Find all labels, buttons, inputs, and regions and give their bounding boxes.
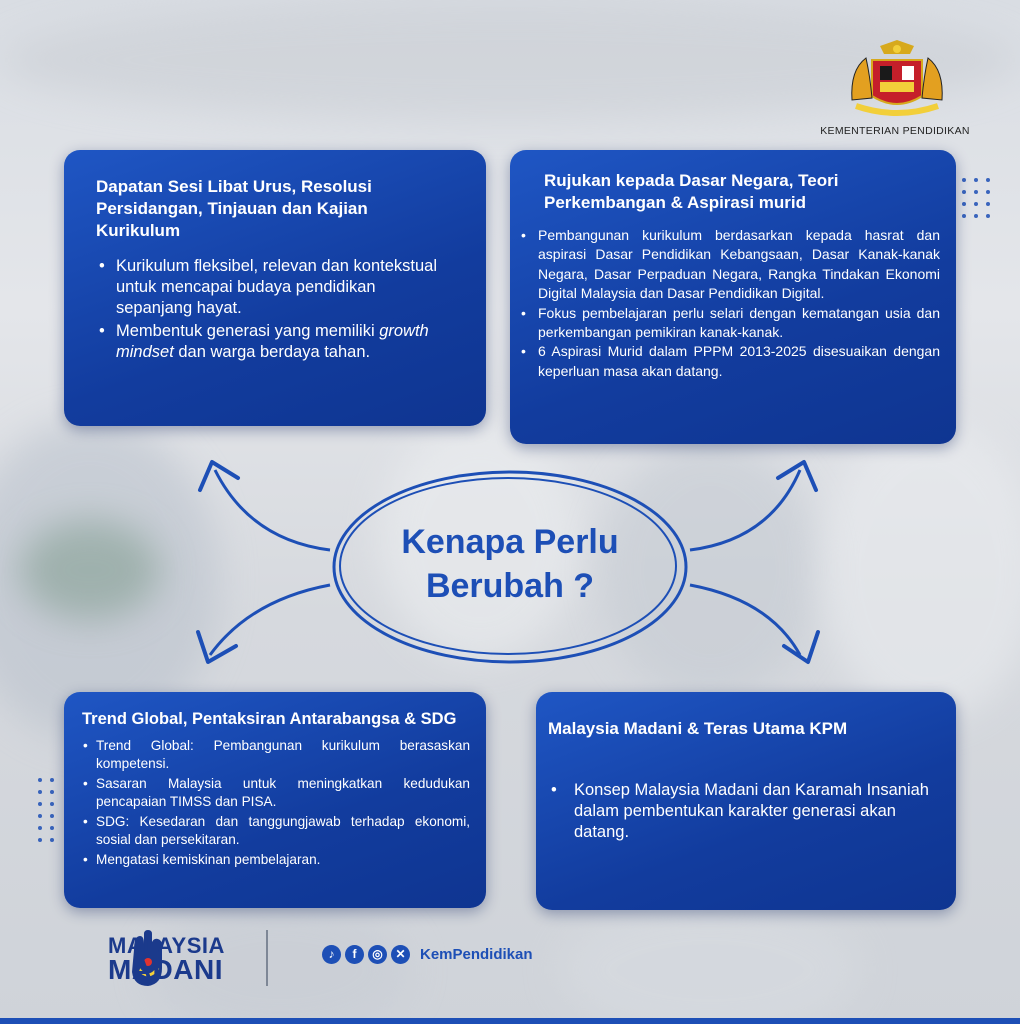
bullet-list xyxy=(80,737,472,869)
box-title: Malaysia Madani & Teras Utama KPM xyxy=(548,719,848,738)
bullet-list xyxy=(548,780,936,843)
box-title: Rujukan kepada Dasar Negara, Teori Perkembangan & Aspirasi murid xyxy=(544,171,839,212)
tiktok-icon[interactable]: ♪ xyxy=(322,945,341,964)
list-item: • Fokus pembelajaran perlu selari dengan kematangan usia dan perkembangan pemikiran kanak-kanak. xyxy=(518,304,944,343)
list-item: • Mengatasi kemiskinan pembelajaran. xyxy=(80,851,472,869)
list-item: • Trend Global: Pembangunan kurikulum berasaskan kompetensi. xyxy=(80,737,472,773)
list-item: • SDG: Kesedaran dan tanggungjawab terhadap ekonomi, sosial dan persekitaran. xyxy=(80,813,472,849)
center-question: Kenapa Perlu Berubah ? xyxy=(401,523,619,605)
box-title: Dapatan Sesi Libat Urus, Resolusi Persidangan, Tinjauan dan Kajian Kurikulum xyxy=(96,177,372,240)
social-handle[interactable]: KemPendidikan xyxy=(420,946,533,963)
info-box-global-trend xyxy=(64,692,486,908)
list-item: • Konsep Malaysia Madani dan Karamah Insaniah dalam pembentukan karakter generasi akan datang. xyxy=(548,780,936,843)
social-links xyxy=(322,945,533,964)
x-icon[interactable]: ✕ xyxy=(391,945,410,964)
list-item: • Kurikulum fleksibel, relevan dan kontekstual untuk mencapai budaya pendidikan sepanjang hayat. xyxy=(96,256,456,319)
footer-divider xyxy=(266,930,268,986)
instagram-icon[interactable]: ◎ xyxy=(368,945,387,964)
list-item: • 6 Aspirasi Murid dalam PPPM 2013-2025 disesuaikan dengan keperluan masa akan datang. xyxy=(518,342,944,381)
info-box-malaysia-madani xyxy=(536,692,956,910)
malaysia-madani-wordmark: MALAYSIA MADANI xyxy=(108,933,225,985)
list-item: • Pembangunan kurikulum berdasarkan kepada hasrat dan aspirasi Dasar Pendidikan Kebangsaan, Dasar Kanak-kanak Negara, Dasar Perpaduan Negara, Rangka Tindakan Ekonomi Digital Malaysia dan Dasar Pendidikan Digital. xyxy=(518,226,944,304)
ministry-name: KEMENTERIAN PENDIDIKAN xyxy=(820,125,970,137)
list-item: • Sasaran Malaysia untuk meningkatkan kedudukan pencapaian TIMSS dan PISA. xyxy=(80,775,472,811)
list-item: • Membentuk generasi yang memiliki growth mindset dan warga berdaya tahan. xyxy=(96,321,456,363)
facebook-icon[interactable]: f xyxy=(345,945,364,964)
box-title: Trend Global, Pentaksiran Antarabangsa & SDG xyxy=(82,710,457,728)
